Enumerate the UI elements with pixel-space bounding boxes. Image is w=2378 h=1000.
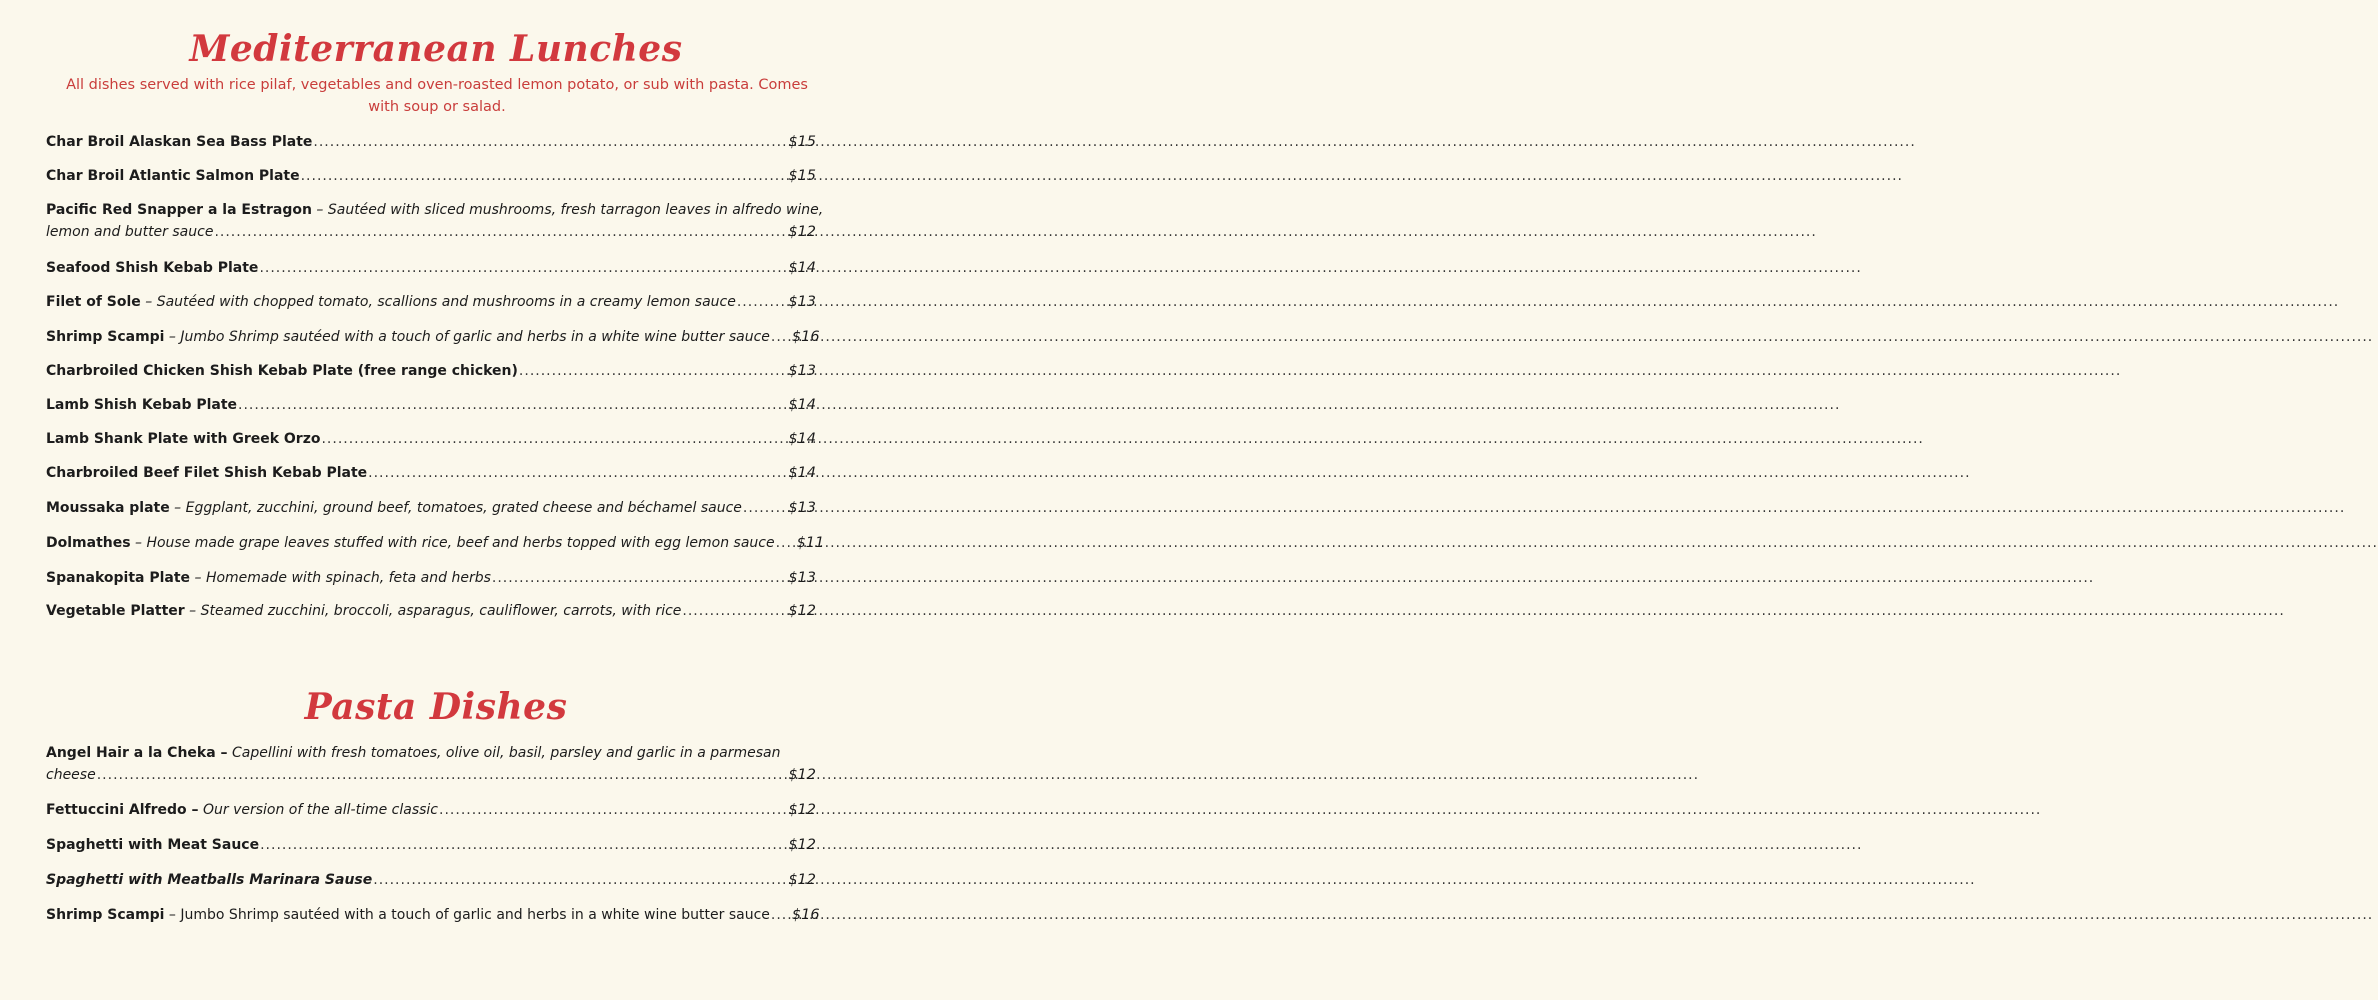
leader-dots (321, 428, 787, 450)
leader-dots (682, 600, 787, 622)
item-name: Spaghetti with Meat Sauce (46, 837, 260, 853)
item-price: $13 (788, 363, 816, 379)
lunches-intro: All dishes served with rice pilaf, vegetables and oven-roasted lemon potato, or sub with pasta. Comes with soup or salad. (66, 77, 808, 115)
item-name: Lamb Shish Kebab Plate (46, 397, 238, 413)
item-price: $14 (788, 431, 816, 447)
item-name: Spaghetti with Meatballs Marinara Sause (46, 872, 373, 888)
leader-dots (771, 326, 791, 348)
item-price: $12 (788, 872, 816, 888)
item-price: $12 (788, 802, 816, 818)
menu-item (46, 600, 816, 622)
leader-dots (214, 221, 787, 243)
leader-dots (776, 532, 796, 554)
item-price: $12 (788, 837, 816, 853)
menu-item (46, 428, 816, 450)
menu-item (46, 199, 824, 243)
item-name: Moussaka plate (46, 500, 170, 516)
section-title-lunches: Mediterranean Lunches (189, 28, 683, 70)
item-description: – Steamed zucchini, broccoli, asparagus, cauliflower, carrots, with rice (184, 603, 682, 619)
leader-dots (97, 764, 788, 786)
item-name: Charbroiled Chicken Shish Kebab Plate (free range chicken) (46, 363, 518, 379)
menu-item (46, 394, 816, 416)
item-name: Angel Hair a la Cheka – (46, 745, 228, 761)
menu-item (46, 799, 816, 821)
item-price: $14 (788, 260, 816, 276)
leader-dots (743, 497, 787, 519)
item-name: Vegetable Platter (46, 603, 185, 619)
item-price: $16 (791, 329, 820, 345)
item-price: $15 (788, 168, 816, 184)
item-name: Shrimp Scampi (46, 907, 165, 923)
item-price: $11 (796, 535, 825, 551)
item-price: $12 (788, 767, 816, 783)
leader-dots (301, 165, 788, 187)
leader-dots (771, 904, 791, 926)
item-description: – House made grape leaves stuffed with rice, beef and herbs topped with egg lemon sauce (130, 535, 775, 551)
leader-dots (259, 257, 787, 279)
item-price: $14 (788, 397, 816, 413)
item-name: Seafood Shish Kebab Plate (46, 260, 259, 276)
item-name: Dolmathes (46, 535, 131, 551)
item-name: Filet of Sole (46, 294, 141, 310)
item-price: $13 (788, 500, 816, 516)
item-description: – Sautéed with chopped tomato, scallions and mushrooms in a creamy lemon sauce (140, 294, 736, 310)
item-price: $16 (791, 907, 820, 923)
leader-dots (238, 394, 787, 416)
menu-item (46, 904, 820, 926)
leader-dots (260, 834, 787, 856)
section-title-pasta: Pasta Dishes (304, 686, 568, 728)
item-description: – Sautéed with sliced mushrooms, fresh tarragon leaves in alfredo wine, (311, 202, 824, 218)
menu-item (46, 257, 816, 279)
item-description-cont: lemon and butter sauce (46, 224, 214, 240)
item-description: – Homemade with spinach, feta and herbs (190, 570, 491, 586)
leader-dots (313, 131, 787, 153)
menu-item (46, 532, 825, 554)
item-description: – Jumbo Shrimp sautéed with a touch of garlic and herbs in a white wine butter sauce (164, 329, 770, 345)
menu-item (46, 462, 816, 484)
item-price: $13 (788, 294, 816, 310)
item-name: Pacific Red Snapper a la Estragon (46, 202, 312, 218)
item-name: Char Broil Atlantic Salmon Plate (46, 168, 300, 184)
leader-dots (439, 799, 787, 821)
menu-item (46, 360, 816, 382)
menu-item (46, 165, 816, 187)
item-description: Capellini with fresh tomatoes, olive oil, basil, parsley and garlic in a parmesan (227, 745, 781, 761)
item-price: $14 (788, 465, 816, 481)
leader-dots (519, 360, 787, 382)
menu-item (46, 497, 816, 519)
item-description: Our version of the all-time classic (198, 802, 439, 818)
item-description-cont: cheese (46, 767, 96, 783)
leader-dots (373, 869, 787, 891)
item-name: Lamb Shank Plate with Greek Orzo (46, 431, 321, 447)
menu-item (46, 131, 816, 153)
item-price: $12 (788, 603, 816, 619)
item-name: Fettuccini Alfredo – (46, 802, 199, 818)
menu-item (46, 567, 816, 589)
item-name: Spanakopita Plate (46, 570, 191, 586)
item-name: Char Broil Alaskan Sea Bass Plate (46, 134, 313, 150)
leader-dots (368, 462, 787, 484)
menu-item (46, 869, 816, 891)
menu-item (46, 326, 820, 348)
leader-dots (492, 567, 787, 589)
menu-item (46, 834, 816, 856)
item-description: – Eggplant, zucchini, ground beef, tomatoes, grated cheese and béchamel sauce (169, 500, 742, 516)
item-price: $13 (788, 570, 816, 586)
leader-dots (737, 291, 787, 313)
item-price: $15 (788, 134, 816, 150)
menu-item (46, 742, 816, 786)
item-name: Shrimp Scampi (46, 329, 165, 345)
item-description: – Jumbo Shrimp sautéed with a touch of garlic and herbs in a white wine butter sauce (164, 907, 770, 923)
item-price: $12 (788, 224, 816, 240)
menu-page (0, 0, 872, 1000)
item-name: Charbroiled Beef Filet Shish Kebab Plate (46, 465, 368, 481)
menu-item (46, 291, 816, 313)
